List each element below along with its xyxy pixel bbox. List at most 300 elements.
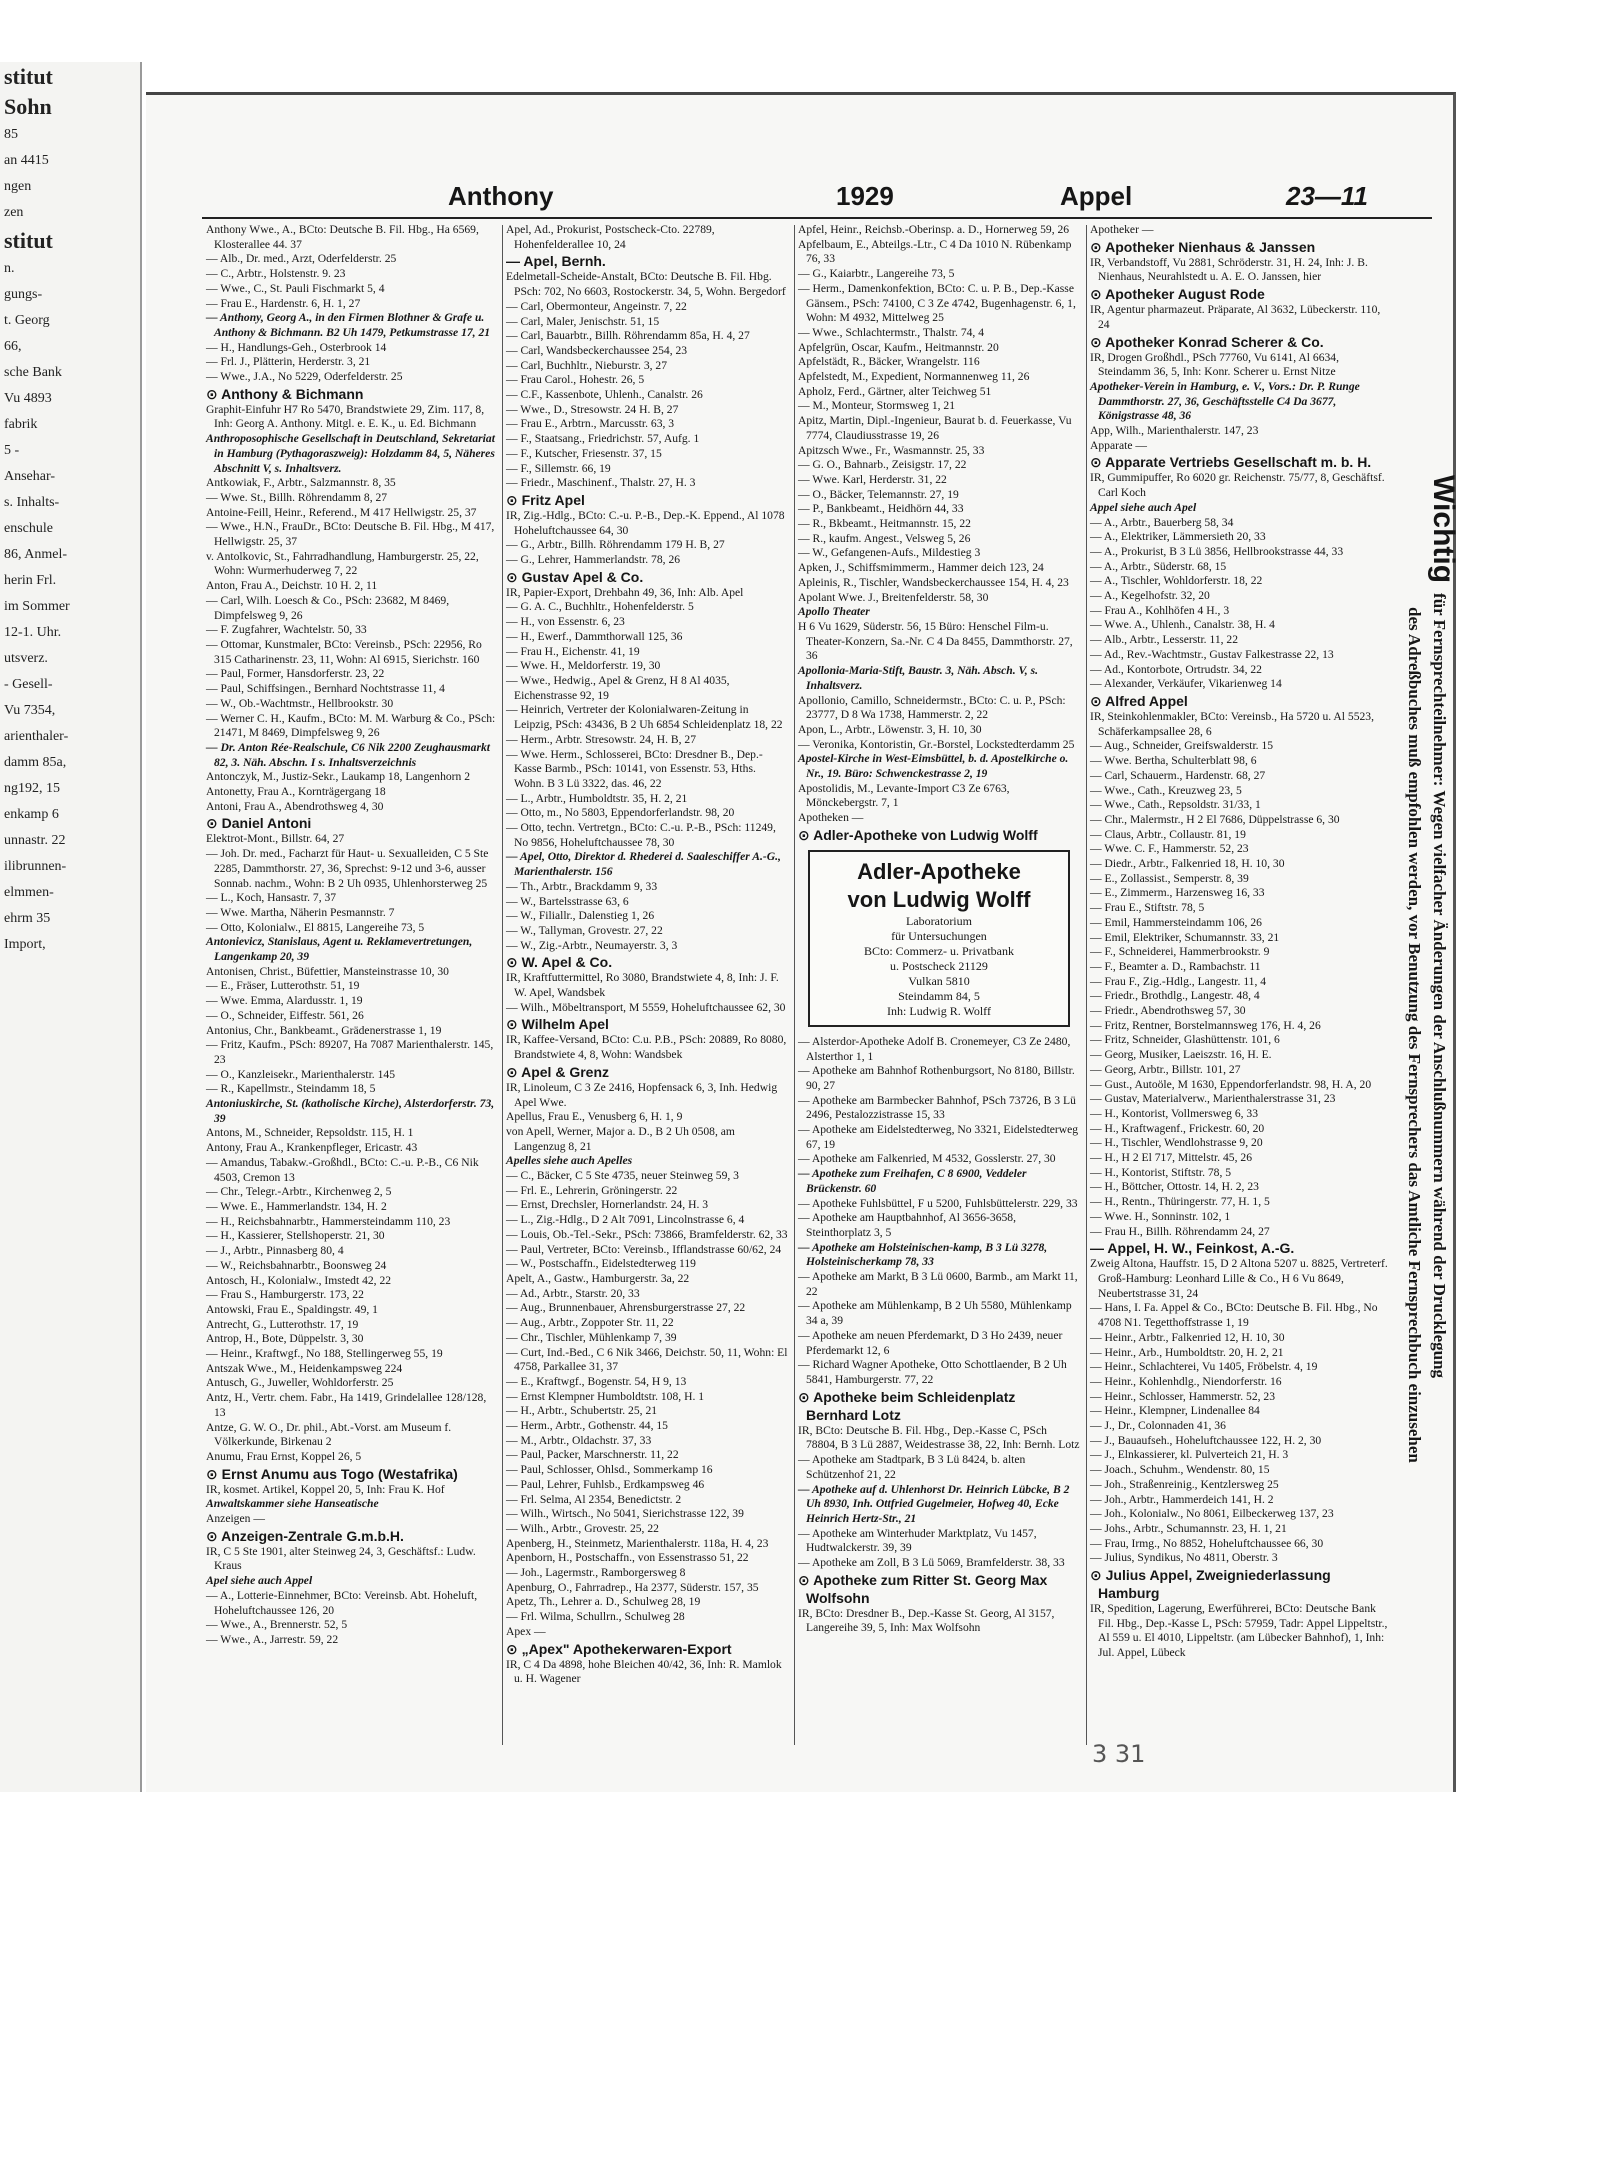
directory-entry: ⊙ Apotheker August Rode [1090,286,1265,303]
directory-entry: — Apotheke am Winterhuder Marktplatz, Vu 1457, Hudtwalckerstr. 39, 39 [798,1526,1037,1555]
directory-entry: — Wwe. Emma, Alardusstr. 1, 19 [206,994,363,1008]
directory-entry: — Heinrich, Vertreter der Kolonialwaren-Zeitung in Leipzig, PSch: 43436, B 2 Uh 6854 Schleidenplatz 18, 22 [506,703,783,732]
adjacent-page-fragment: gungs- [4,287,43,302]
directory-entry: Apon, L., Arbtr., Löwenstr. 3, H. 10, 30 [798,722,982,736]
directory-entry: — Wwe., C., St. Pauli Fischmarkt 5, 4 [206,281,385,295]
directory-entry: Apollonio, Camillo, Schneidermstr., BCto: C. u. P., PSch: 23777, D 8 Wa 1738, Hammerstr. 2, 22 [798,693,1066,722]
directory-entry: — F. Zugfahrer, Wachtelstr. 50, 33 [206,623,367,637]
directory-entry: — G. O., Bahnarb., Zeisigstr. 17, 22 [798,458,967,472]
directory-entry: — Carl, Schauerm., Hardenstr. 68, 27 [1090,768,1266,782]
directory-entry: — Frl. E., Lehrerin, Gröningerstr. 22 [506,1183,678,1197]
directory-entry: ⊙ Ernst Anumu aus Togo (Westafrika) [206,1465,458,1482]
directory-entry: — Chr., Telegr.-Arbtr., Kirchenweg 2, 5 [206,1185,392,1199]
adjacent-page-fragment: an 4415 [4,153,49,168]
directory-entry: — H., von Essenstr. 6, 23 [506,615,625,629]
directory-entry: — Carl, Bauarbtr., Billh. Röhrendamm 85a, H. 4, 27 [506,329,750,343]
directory-entry: IR, Spedition, Lagerung, Ewerführerei, BCto: Deutsche Bank Fil. Hbg., Dep.-Kasse L, PSch: 57959, Tadr: Appel Lippeltstr., Al 559 u. El 4010, Lippeltstr. (am Lübecker Bahnhof), 1, Inh: Jul. Appel, Lübeck [1090,1602,1388,1660]
directory-entry: — Frau E., Arbtrn., Marcusstr. 63, 3 [506,417,675,431]
directory-entry: Apfel, Heinr., Reichsb.-Oberinsp. a. D., Hornerweg 59, 26 [798,223,1070,236]
directory-entry: — Alb., Dr. med., Arzt, Oderfelderstr. 25 [206,252,397,266]
directory-entry: — Wilh., Wirtsch., No 5041, Sierichstrasse 122, 39 [506,1507,744,1521]
directory-entry: — Joh., Kolonialw., No 8061, Eilbeckerweg 137, 23 [1090,1507,1334,1521]
directory-entry: — Hans, I. Fa. Appel & Co., BCto: Deutsche B. Fil. Hbg., No 4708 N1. Tegetthoffstrasse 1, 19 [1090,1301,1378,1330]
directory-entry: — H., Tischler, Wendlohstrasse 9, 20 [1090,1136,1263,1150]
header-year: 1929 [836,181,894,211]
directory-entry: Apollo Theater [798,605,870,619]
directory-entry: — Apotheke am Barmbecker Bahnhof, PSch 73726, B 3 Lü 2496, Pestalozzistrasse 15, 33 [798,1093,1076,1122]
adjacent-page-fragment: utsverz. [4,651,48,666]
directory-entry: Apel siehe auch Appel [206,1574,313,1588]
adjacent-page-fragment: herin Frl. [4,573,57,588]
directory-entry: — H., Arbtr., Schubertstr. 25, 21 [506,1404,658,1418]
directory-entry: Anzeigen — [206,1512,265,1526]
ad-title-line-1: Adler-Apotheke [857,858,1021,884]
header-rule [202,217,1432,219]
directory-entry: — Heinr., Schlosser, Hammerstr. 52, 23 [1090,1389,1276,1403]
directory-entry: — Herm., Arbtr. Stresowstr. 24, H. B, 27 [506,732,697,746]
directory-entry: — Apotheke am Eidelstedterweg, No 3321, Eidelstedterweg 67, 19 [798,1123,1079,1151]
adjacent-page-fragment: 5 - [4,443,20,458]
directory-entry: IR, Linoleum, C 3 Ze 2416, Hopfensack 6, 3, Inh. Hedwig Apel Wwe. [506,1080,778,1109]
adjacent-page-fragment: zen [4,205,24,220]
directory-entry: — H., Kassierer, Stellshoperstr. 21, 30 [206,1229,385,1243]
directory-entry: — Claus, Arbtr., Collaustr. 81, 19 [1090,827,1246,841]
directory-entry: ⊙ Fritz Apel [506,491,585,508]
directory-entry: Apparate — [1090,438,1147,452]
directory-entry: Apolant Wwe. J., Breitenfelderstr. 58, 30 [798,590,989,604]
directory-entry: ⊙ Apotheker Nienhaus & Janssen [1090,238,1316,255]
directory-entry: — Wwe., D., Stresowstr. 24 H. B, 27 [506,402,679,416]
directory-entry: — J., Dr., Colonnaden 41, 36 [1090,1419,1226,1433]
directory-entry: — Joach., Schuhm., Wendenstr. 80, 15 [1090,1463,1270,1477]
handwritten-pencil-mark: 3 31 [1092,1740,1146,1768]
directory-entry: — Wwe., J.A., No 5229, Oderfelderstr. 25 [206,370,403,384]
directory-entry: ⊙ W. Apel & Co. [506,954,613,971]
directory-entry: — G., Arbtr., Billh. Röhrendamm 179 H. B, 27 [506,538,725,552]
ad-line: Steindamm 84, 5 [898,988,980,1003]
directory-entry: — Emil, Hammersteindamm 106, 26 [1090,915,1262,929]
directory-entry: Apelles siehe auch Apelles [506,1154,633,1168]
directory-entry: ⊙ Apotheke beim Schleidenplatz Bernhard Lotz [798,1388,1016,1423]
adjacent-page-fragment: ngen [4,179,32,194]
directory-entry: — Aug., Schneider, Greifswalderstr. 15 [1090,739,1274,753]
adjacent-page-fragment: Sohn [4,94,52,119]
directory-entry: Antosch, H., Kolonialw., Imstedt 42, 22 [206,1273,392,1287]
adjacent-page-fragment: fabrik [4,417,38,432]
directory-entry: Apfelstedt, M., Expedient, Normannenweg 11, 26 [798,370,1030,384]
directory-entry: — Aug., Brunnenbauer, Ahrensburgerstrasse 27, 22 [506,1301,746,1315]
directory-entry: — O., Kanzleisekr., Marienthalerstr. 145 [206,1067,395,1081]
directory-entry: — Johs., Arbtr., Schumannstr. 23, H. 1, 21 [1090,1521,1287,1535]
directory-entry: — L., Koch, Hansastr. 7, 37 [206,891,337,905]
directory-entry: — Chr., Tischler, Mühlenkamp 7, 39 [506,1330,677,1344]
directory-entry: — O., Schneider, Eiffestr. 561, 26 [206,1008,364,1022]
directory-entry: — Apotheke am Zoll, B 3 Lü 5069, Bramfelderstr. 38, 33 [798,1556,1065,1570]
directory-entry: — C., Bäcker, C 5 Ste 4735, neuer Steinweg 59, 3 [506,1169,739,1183]
directory-entry: ⊙ Alfred Appel [1090,692,1188,709]
directory-entry: ⊙ Anzeigen-Zentrale G.m.b.H. [206,1527,404,1544]
column-3-top [798,223,1080,844]
directory-entry: — Heinr., Schlachterei, Vu 1405, Fröbelstr. 4, 19 [1090,1360,1318,1374]
directory-entry: Apostolidis, M., Levante-Import C3 Ze 6763, Mönckebergstr. 7, 1 [798,781,1010,810]
directory-entry: Apitzsch Wwe., Fr., Wasmannstr. 25, 33 [798,443,985,457]
directory-entry: Apken, J., Schiffsmimmerm., Hammer deich 123, 24 [798,561,1044,575]
directory-entry: — E., Zimmerm., Harzensweg 16, 33 [1090,886,1265,900]
directory-entry: — Alb., Arbtr., Lesserstr. 11, 22 [1090,633,1239,647]
adjacent-page-fragment: - Gesell- [4,677,53,692]
adjacent-page-fragment: stitut [4,64,53,89]
directory-entry: — Richard Wagner Apotheke, Otto Schottlaender, B 2 Uh 5841, Hamburgerstr. 77, 22 [798,1358,1067,1386]
adjacent-page-fragment: 85 [4,127,18,142]
adjacent-page-fragments [0,62,140,958]
directory-entry: — C.F., Kassenbote, Uhlenh., Canalstr. 26 [506,388,703,402]
adjacent-page-fragment: im Sommer [4,599,70,614]
header-right-keyword: Appel [1060,181,1133,211]
directory-entry: — A., Elektriker, Lämmersieth 20, 33 [1090,530,1266,544]
side-notice-line-2: des Adreßbuches muß empfohlen werden, vor Benutzung des Fernsprechers das Amtliche Fernsprechbuch einzusehen [1405,607,1424,1463]
directory-entry: Apetz, Th., Lehrer a. D., Schulweg 28, 19 [506,1595,701,1609]
directory-entry: — Ad., Kontorbote, Ortrudstr. 34, 22 [1090,662,1262,676]
side-notice-line-1: für Fernsprechteilnehmer: Wegen vielfacher Änderungen der Anschlußnummern während der Drucklegung [1430,593,1449,1379]
directory-entry: — A., Arbtr., Süderstr. 68, 15 [1090,559,1227,573]
directory-entry: von Apell, Werner, Major a. D., B 2 Uh 0508, am Langenzug 8, 21 [506,1124,735,1153]
directory-entry: — Louis, Ob.-Tel.-Sekr., PSch: 73866, Bramfelderstr. 62, 33 [506,1227,788,1241]
directory-entry: Antoniuskirche, St. (katholische Kirche), Alsterdorferstr. 73, 39 [206,1097,495,1125]
directory-entry: Antoine-Feill, Heinr., Referend., M 417 Hellwigstr. 25, 37 [206,505,477,519]
adjacent-page-fragment: 66, [4,339,22,354]
directory-entry: — L., Arbtr., Humboldtstr. 35, H. 2, 21 [506,791,688,805]
directory-entry: — Friedr., Brothdlg., Langestr. 48, 4 [1090,989,1260,1003]
directory-entry: — Wwe. St., Billh. Röhrendamm 8, 27 [206,490,388,504]
directory-entry: — Paul, Vertreter, BCto: Vereinsb., Ifflandstrasse 60/62, 24 [506,1242,782,1256]
column-separator [502,225,503,1745]
directory-entry: IR, Agentur pharmazeut. Präparate, Al 3632, Lübeckerstr. 110, 24 [1090,303,1381,331]
ad-line: u. Postscheck 21129 [890,958,988,973]
directory-entry: — Heinr., Klempner, Lindenallee 84 [1090,1404,1260,1418]
directory-entry: — Wwe., Cath., Repsoldstr. 31/33, 1 [1090,798,1261,812]
directory-entry: — Wwe., A., Jarrestr. 59, 22 [206,1632,339,1646]
adjacent-page-fragment: enschule [4,521,53,536]
directory-entry: ⊙ „Apex" Apothekerwaren-Export [506,1640,732,1657]
directory-entry: — Paul, Packer, Marschnerstr. 11, 22 [506,1448,679,1462]
directory-entry: — Fritz, Schneider, Glashüttenstr. 101, 6 [1090,1033,1280,1047]
directory-entry: ⊙ Apparate Vertriebs Gesellschaft m. b. H. [1090,454,1372,471]
directory-entry: — Joh., Lagermstr., Ramborgersweg 8 [506,1566,686,1580]
directory-entry: Anthony Wwe., A., BCto: Deutsche B. Fil. Hbg., Ha 6569, Klosterallee 44. 37 [206,223,479,251]
directory-entry: — Gust., Autoöle, M 1630, Eppendorferlandstr. 98, H. A, 20 [1090,1077,1372,1091]
directory-entry: — Wwe., H.N., FrauDr., BCto: Deutsche B. Fil. Hbg., M 417, Hellwigstr. 25, 37 [206,520,495,549]
directory-entry: — H., Rentn., Thüringerstr. 77, H. 1, 5 [1090,1195,1270,1209]
adjacent-page-fragment: ng192, 15 [4,781,60,796]
directory-entry: — Joh., Straßenreinig., Kentzlersweg 25 [1090,1477,1279,1491]
directory-entry: — Paul, Schlosser, Ohlsd., Sommerkamp 16 [506,1463,713,1477]
directory-entry: Edelmetall-Scheide-Anstalt, BCto: Deutsche B. Fil. Hbg. PSch: 702, No 6603, Rostockerstr. 34, 5, Wohn. Bergedorf [506,270,786,299]
directory-entry: — Apotheke am Markt, B 3 Lü 0600, Barmb., am Markt 11, 22 [798,1270,1078,1298]
directory-entry: ⊙ Apel & Grenz [506,1063,610,1080]
directory-entry: Antonetty, Frau A., Kornträgergang 18 [206,785,386,799]
directory-entry: — H., Böttcher, Ottostr. 14, H. 2, 23 [1090,1180,1259,1194]
adjacent-page-fragment: Vu 7354, [4,703,56,718]
directory-entry: — W., Bartelsstrasse 63, 6 [506,894,629,908]
directory-entry: Antonczyk, M., Justiz-Sekr., Laukamp 18, Langenhorn 2 [206,770,471,784]
directory-entry: IR, Verbandstoff, Vu 2881, Schröderstr. 31, H. 24, Inh: J. B. Nienhaus, Neurahlstedt u. A. E. O. Janssen, hier [1090,255,1368,284]
directory-entry: — Carl, Obermonteur, Angeinstr. 7, 22 [506,299,687,313]
directory-entry: — G., Kaiarbtr., Langereihe 73, 5 [798,267,955,281]
directory-entry: IR, C 5 Ste 1901, alter Steinweg 24, 3, Geschäftsf.: Ludw. Kraus [206,1544,476,1573]
directory-entry: Apfelstädt, R., Bäcker, Wrangelstr. 116 [798,355,980,369]
directory-entry: — Otto, m., No 5803, Eppendorferlandstr. 98, 20 [506,806,735,820]
directory-entry: — Herm., Arbtr., Gothenstr. 44, 15 [506,1419,668,1433]
directory-entry: — Wwe. E., Hammerlandstr. 134, H. 2 [206,1200,387,1213]
directory-entry: — R., kaufm. Angest., Velsweg 5, 26 [798,531,971,545]
directory-entry: — Apotheke am neuen Pferdemarkt, D 3 Ho 2439, neuer Pferdemarkt 12, 6 [798,1328,1063,1357]
directory-entry: Anwaltskammer siehe Hanseatische [206,1497,379,1511]
ad-line: Laboratorium [906,913,972,928]
directory-entry: — W., Filiallr., Dalenstieg 1, 26 [506,909,655,923]
directory-entry: — F., Sillemstr. 66, 19 [506,461,611,475]
directory-entry: Apostel-Kirche in West-Eimsbüttel, b. d. Apostelkirche o. Nr., 19. Büro: Schwenckestrasse 2, 19 [798,752,1069,781]
directory-entry: IR, BCto: Dresdner B., Dep.-Kasse St. Georg, Al 3157, Langereihe 39, 5, Inh: Max Wolfsohn [798,1606,1055,1635]
directory-entry: — Dr. Anton Rée-Realschule, C6 Nik 2200 Zeughausmarkt 82, 3. Näh. Abschn. I s. Inhaltsverzeichnis [206,740,490,769]
directory-entry: Antonius, Chr., Bankbeamt., Grädenerstrasse 1, 19 [206,1023,442,1037]
directory-entry: — Carl, Buchhltr., Nieburstr. 3, 27 [506,358,668,372]
directory-entry: — Frl. Wilma, Schullrn., Schulweg 28 [506,1610,685,1624]
directory-entry: — Heinr., Arbtr., Falkenried 12, H. 10, 30 [1090,1330,1285,1344]
directory-entry: — Ernst Klempner Humboldtstr. 108, H. 1 [506,1389,705,1403]
directory-entry: — Friedr., Abendrothsweg 57, 30 [1090,1004,1246,1018]
directory-entry: — W., Postschaffn., Eidelstedterweg 119 [506,1257,696,1271]
directory-entry: — Curt, Ind.-Bed., C 6 Nik 3466, Deichstr. 50, 11, Wohn: El 4758, Parkallee 31, 37 [506,1345,788,1374]
directory-entry: — Ad., Arbtr., Starstr. 20, 33 [506,1286,640,1300]
directory-entry: Antoni, Frau A., Abendrothsweg 4, 30 [206,799,384,813]
directory-entry: — Fritz, Rentner, Borstelmannsweg 176, H. 4, 26 [1090,1018,1321,1032]
directory-entry: — Ad., Rev.-Wachtmstr., Gustav Falkestrasse 22, 13 [1090,647,1334,661]
directory-entry: Apelt, A., Gastw., Hamburgerstr. 3a, 22 [506,1272,690,1285]
directory-entry: — Frau E., Hardenstr. 6, H. 1, 27 [206,296,361,310]
directory-entry: — Apel, Otto, Direktor d. Rhederei d. Saaleschiffer A.-G., Marienthalerstr. 156 [506,850,781,879]
directory-entry: — Joh. Dr. med., Facharzt für Haut- u. Sexualleiden, C 5 Ste 2285, Dammthorstr. 27, 36, Sprechst: 9-12 und 3-6, ausser Sonnab. nachm., Wohn: B 2 Uh 0935, Uhlenhorsterweg 25 [206,847,489,890]
directory-entry: — Heinr., Kohlenhdlg., Niendorferstr. 16 [1090,1374,1282,1388]
directory-entry: — H., Kontorist, Vollmersweg 6, 33 [1090,1106,1259,1120]
column-3-bottom [798,1035,1080,1636]
directory-entry: — M., Arbtr., Oldachstr. 37, 33 [506,1433,652,1447]
adjacent-page-fragment: s. Inhalts- [4,495,60,510]
directory-entry: Apotheken — [798,811,864,825]
directory-entry: ⊙ Apotheker Konrad Scherer & Co. [1090,333,1324,350]
side-notice-word: Wichtig [1427,475,1460,584]
directory-entry: — Frau A., Kohlhöfen 4 H., 3 [1090,603,1230,617]
directory-entry: — H., Reichsbahnarbtr., Hammersteindamm 110, 23 [206,1214,451,1228]
directory-entry: — Wwe. H., Meldorferstr. 19, 30 [506,659,661,673]
directory-entry: — A., Tischler, Wohldorferstr. 18, 22 [1090,574,1263,588]
directory-entry: — Apotheke am Falkenried, M 4532, Gosslerstr. 27, 30 [798,1152,1056,1166]
directory-entry: — Diedr., Arbtr., Falkenried 18, H. 10, 30 [1090,857,1285,871]
directory-entry: — Amandus, Tabakw.-Großhdl., BCto: C.-u. P.-B., C6 Nik 4503, Cremon 13 [206,1155,479,1184]
directory-entry: Apfelgrün, Oscar, Kaufm., Heitmannstr. 20 [798,340,999,354]
directory-entry: IR, Papier-Export, Drehbahn 49, 36, Inh: Alb. Apel [506,585,744,599]
directory-entry: Antze, G. W. O., Dr. phil., Abt.-Vorst. am Museum f. Völkerkunde, Birkenau 2 [206,1420,452,1449]
directory-entry: — Apel, Bernh. [506,253,606,270]
directory-entry: — Veronika, Kontoristin, Gr.-Borstel, Lockstedterdamm 25 [798,737,1075,751]
header-page-number: 23—11 [1286,181,1368,211]
directory-entry: — Frau E., Stiftstr. 78, 5 [1090,901,1205,915]
directory-entry: — Paul, Former, Hansdorferstr. 23, 22 [206,667,385,681]
directory-entry: Antusch, G., Juweller, Wohldorferstr. 25 [206,1376,394,1390]
directory-entry: — P., Bankbeamt., Heidhörn 44, 33 [798,502,964,516]
directory-entry: — Otto, techn. Vertretgn., BCto: C.-u. P.-B., PSch: 11249, No 9856, Hoheluftchaussee 78, 30 [506,821,776,849]
directory-entry: — Heinr., Kraftwgf., No 188, Stellingerweg 55, 19 [206,1347,443,1361]
directory-entry: Apotheker — [1090,223,1154,236]
directory-entry: Apenborn, H., Postschaffn., von Essenstrasso 51, 22 [506,1551,749,1565]
directory-entry: Anumu, Frau Ernst, Koppel 26, 5 [206,1449,362,1463]
adler-apotheke-advertisement [808,850,1070,1027]
ad-line: Inh: Ludwig R. Wolff [887,1003,991,1018]
directory-entry: — Apotheke am Holsteinischen-kamp, B 3 Lü 3278, Holsteinischerkamp 78, 33 [798,1240,1048,1269]
directory-entry: H 6 Vu 1629, Süderstr. 56, 15 Büro: Henschel Film-u. Theater-Konzern, Sa.-Nr. C 4 Da 8455, Dammthorstr. 27, 36 [798,619,1073,663]
directory-entry: Antonievicz, Stanislaus, Agent u. Reklamevertretungen, Langenkamp 20, 39 [206,935,473,964]
directory-entry: — Frau H., Billh. Röhrendamm 24, 27 [1090,1224,1270,1238]
directory-entry: — Apotheke am Mühlenkamp, B 2 Uh 5580, Mühlenkamp 34 a, 39 [798,1299,1072,1328]
directory-entry: — Wwe., Schlachtermstr., Thalstr. 74, 4 [798,325,985,339]
directory-entry: — H., Handlungs-Geh., Osterbrook 14 [206,340,387,354]
directory-entry: — A., Kegelhofstr. 32, 20 [1090,589,1210,603]
ad-line: für Untersuchungen [891,928,987,943]
directory-entry: — R., Kapellmstr., Steindamm 18, 5 [206,1082,376,1096]
side-notice-text [1404,475,1460,1825]
directory-entry: ⊙ Julius Appel, Zweigniederlassung Hamburg [1090,1567,1331,1602]
directory-entry: — Ottomar, Kunstmaler, BCto: Vereinsb., PSch: 22956, Ro 315 Catharinenstr. 23, 11, Wohn: Al 6915, Sierichstr. 160 [206,637,482,666]
directory-entry: Graphit-Einfuhr H7 Ro 5470, Brandstwiete 29, Zim. 117, 8, Inh: Georg A. Anthony. Mitgl. e. E. K., u. Ed. Bichmann [206,402,485,431]
adjacent-page-fragment: sche Bank [4,365,62,380]
directory-entry: — A., Prokurist, B 3 Lü 3856, Hellbrookstrasse 44, 33 [1090,544,1344,558]
adjacent-page-fragment: unnastr. 22 [4,833,66,848]
directory-entry: — Apotheke am Hauptbahnhof, Al 3656-3658, Steinthorplatz 3, 5 [798,1211,1016,1239]
directory-entry: — W., Zig.-Arbtr., Neumayerstr. 3, 3 [506,938,678,952]
directory-entry: IR, Drogen Großhdl., PSch 77760, Vu 6141, Al 6634, Steindamm 36, 5, Inh: Konr. Scherer u. Ernst Nitze [1090,350,1339,379]
directory-entry: — Frl. J., Plätterin, Herderstr. 3, 21 [206,355,371,369]
directory-entry: — Carl, Wilh. Loesch & Co., PSch: 23682, M 8469, Dimpfelsweg 9, 26 [206,593,450,622]
directory-entry: — H., Kraftwagenf., Frickestr. 60, 20 [1090,1121,1265,1135]
directory-entry: — Ernst, Drechsler, Hornerlandstr. 24, H. 3 [506,1198,709,1212]
ad-title-line-2: von Ludwig Wolff [847,886,1031,912]
directory-entry: — H., Ewerf., Dammthorwall 125, 36 [506,629,683,643]
directory-entry: — Heinr., Arb., Humboldtstr. 20, H. 2, 21 [1090,1345,1284,1359]
directory-entry: — W., Ob.-Wachtmstr., Hellbrookstr. 30 [206,696,394,710]
directory-entry: — J., Elnkassierer, kl. Pulverteich 21, H. 3 [1090,1448,1289,1462]
directory-entry: — A., Lotterie-Einnehmer, BCto: Vereinsb. Abt. Hoheluft, Hoheluftchaussee 126, 20 [206,1588,478,1617]
directory-entry: — Frau Carol., Hohestr. 26, 5 [506,373,645,387]
directory-entry: — Georg, Musiker, Laeiszstr. 16, H. E. [1090,1048,1272,1062]
directory-entry: — J., Bauaufseh., Hoheluftchaussee 122, H. 2, 30 [1090,1433,1322,1447]
ad-line: Vulkan 5810 [908,973,970,988]
directory-entry: IR, Kaffee-Versand, BCto: C.u. P.B., PSch: 20889, Ro 8080, Brandstwiete 4, 8, Wohn: Wandsbek [506,1033,787,1062]
directory-entry: v. Antolkovic, St., Fahrradhandlung, Hamburgerstr. 25, 22, Wohn: Wurmerhuderweg 7, 22 [206,549,479,578]
directory-entry: Antony, Frau A., Krankenpfleger, Ericastr. 43 [206,1141,418,1155]
directory-entry: — M., Monteur, Stormsweg 1, 21 [798,399,956,413]
directory-entry: — Carl, Wandsbeckerchaussee 254, 23 [506,343,688,357]
directory-entry: — C., Arbtr., Holstenstr. 9. 23 [206,267,346,281]
side-notice [1404,475,1474,1825]
directory-entry: IR, Kraftfuttermittel, Ro 3080, Brandstwiete 4, 8, Inh: J. F. W. Apel, Wandsbek [506,971,779,1000]
directory-entry: — Wwe., Cath., Kreuzweg 23, 5 [1090,783,1242,797]
directory-entry: Apfelbaum, E., Abteilgs.-Ltr., C 4 Da 1010 N. Rübenkamp 76, 33 [798,237,1072,266]
directory-entry: — Julius, Syndikus, No 4811, Oberstr. 3 [1090,1551,1278,1565]
adjacent-page-fragment: 12-1. Uhr. [4,625,62,640]
directory-entry: Antons, M., Schneider, Repsoldstr. 115, H. 1 [206,1126,414,1140]
adjacent-page-edge [0,62,142,1792]
directory-entry: — Joh., Arbtr., Hammerdeich 141, H. 2 [1090,1492,1274,1506]
header-left-keyword: Anthony [448,181,554,211]
directory-entry: — Wwe. C. F., Hammerstr. 52, 23 [1090,842,1249,856]
directory-entry: — Gustav, Materialverw., Marienthalerstrasse 31, 23 [1090,1092,1336,1106]
directory-entry: — G., Lehrer, Hammerlandstr. 78, 26 [506,553,681,567]
directory-entry: ⊙ Apotheke zum Ritter St. Georg Max Wolfsohn [798,1571,1048,1606]
directory-entry: — Paul, Lehrer, Fuhlsb., Erdkampsweg 46 [506,1477,705,1491]
directory-entry: Appel siehe auch Apel [1090,500,1197,514]
column-1 [206,223,496,1743]
directory-entry: — Herm., Damenkonfektion, BCto: C. u. P. B., Dep.-Kasse Gänsem., PSch: 74100, C 3 Ze 4742, Bugenhagenstr. 6, 1, Wohn: M 4932, Mittelweg 25 [798,281,1076,325]
directory-entry: Apitz, Martin, Dipl.-Ingenieur, Baurat b. d. Feuerkasse, Vu 7774, Claudiusstrasse 19, 26 [798,414,1072,442]
directory-entry: — Alsterdor-Apotheke Adolf B. Cronemeyer, C3 Ze 2480, Alsterthor 1, 1 [798,1034,1071,1063]
directory-entry: — Paul, Schiffsingen., Bernhard Nochtstrasse 11, 4 [206,682,445,696]
directory-entry: — E., Fräser, Lutterothstr. 51, 19 [206,979,360,993]
column-separator [794,225,795,1745]
directory-entry: — Frl. Selma, Al 2354, Benedictstr. 2 [506,1492,682,1506]
adjacent-page-fragment: damm 85a, [4,755,67,770]
directory-entry: Anthroposophische Gesellschaft in Deutschland, Sekretariat in Hamburg (Pythagoraszweig): Holzdamm 84, 5, Näheres Abschnitt V, s. Inhaltsverz. [206,432,495,475]
directory-entry: — Apotheke zum Freihafen, C 8 6900, Veddeler Brückenstr. 60 [798,1167,1027,1195]
directory-entry: — E., Zollassist., Semperstr. 8, 39 [1090,871,1249,885]
directory-entry: Apollonia-Maria-Stift, Baustr. 3, Näh. Absch. V, s. Inhaltsverz. [798,664,1038,692]
adjacent-page-fragment: ehrm 35 [4,911,51,926]
directory-entry: ⊙ Gustav Apel & Co. [506,568,644,585]
directory-entry: — Chr., Malermstr., H 2 El 7686, Düppelstrasse 6, 30 [1090,812,1340,826]
directory-entry: — H., H 2 El 717, Mittelstr. 45, 26 [1090,1151,1252,1165]
directory-entry: Apel, Ad., Prokurist, Postscheck-Cto. 22789, Hohenfelderallee 10, 24 [506,223,715,251]
directory-entry: — Apotheke am Bahnhof Rothenburgsort, No 8180, Billstr. 90, 27 [798,1064,1075,1092]
directory-entry: — O., Bäcker, Telemannstr. 27, 19 [798,487,959,501]
directory-entry: Antonisen, Christ., Büfettier, Mansteinstrasse 10, 30 [206,964,449,978]
directory-entry: — W., Tallyman, Grovestr. 27, 22 [506,923,663,937]
directory-entry: — Werner C. H., Kaufm., BCto: M. M. Warburg & Co., PSch: 21471, M 8469, Dimpfelsweg 9, 26 [206,711,496,740]
directory-entry: Apholz, Ferd., Gärtner, alter Teichweg 51 [798,384,992,398]
ad-line: BCto: Commerz- u. Privatbank [864,943,1014,958]
directory-entry: — Wwe., A., Brennerstr. 52, 5 [206,1618,348,1632]
directory-entry: — G. A. C., Buchhltr., Hohenfelderstr. 5 [506,600,694,614]
directory-entry: IR, Gummipuffer, Ro 6020 gr. Reichenstr. 75/77, 8, Geschäftsf. Carl Koch [1090,471,1385,500]
column-separator [1086,225,1087,1745]
directory-entry: — J., Arbtr., Pinnasberg 80, 4 [206,1244,344,1258]
directory-entry: Antowski, Frau E., Spaldingstr. 49, 1 [206,1302,378,1316]
directory-entry: — Th., Arbtr., Brackdamm 9, 33 [506,879,658,893]
directory-entry: — Wwe., Hedwig., Apel & Grenz, H 8 Al 4035, Eichenstrasse 92, 19 [506,673,730,702]
directory-entry: — Friedr., Maschinenf., Thalstr. 27, H. 3 [506,476,696,490]
column-3 [798,223,1080,1743]
directory-entry: Apenburg, O., Fahrradrep., Ha 2377, Süderstr. 157, 35 [506,1580,759,1594]
directory-entry: — F., Kutscher, Friesenstr. 37, 15 [506,446,662,460]
directory-entry: — Wwe. A., Uhlenh., Canalstr. 38, H. 4 [1090,618,1275,632]
directory-entry: Antkowiak, F., Arbtr., Salzmannstr. 8, 35 [206,476,396,490]
directory-entry: ⊙ Wilhelm Apel [506,1016,609,1033]
directory-entry: — Wilh., Arbtr., Grovestr. 25, 22 [506,1521,659,1535]
directory-entry: Zweig Altona, Hauffstr. 15, D 2 Altona 5207 u. 8825, Vertreterf. Groß-Hamburg: Leonhard Lille & Co., H 6 Vu 8649, Neubertstrasse 31, 24 [1090,1257,1388,1300]
directory-entry: — F., Staatsang., Friedrichstr. 57, Aufg. 1 [506,432,700,446]
directory-entry: Antrecht, G., Lutterothstr. 17, 19 [206,1317,359,1331]
adjacent-page-fragment: 86, Anmel- [4,547,67,562]
directory-entry: — Frau, Irmg., No 8852, Hoheluftchaussee 66, 30 [1090,1536,1324,1550]
directory-entry: — Appel, H. W., Feinkost, A.-G. [1090,1240,1295,1257]
column-2 [506,223,788,1743]
